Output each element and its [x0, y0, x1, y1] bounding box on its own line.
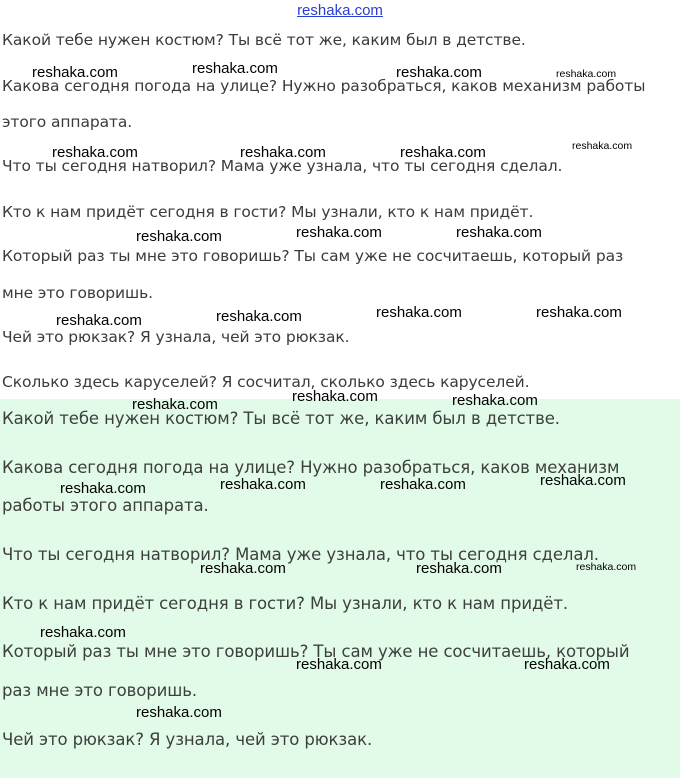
text-line: Кто к нам придёт сегодня в гости? Мы узнали, кто к нам придёт. — [2, 594, 568, 613]
watermark: reshaka.com — [32, 64, 118, 81]
text-line: Который раз ты мне это говоришь? Ты сам уже не сосчитаешь, который — [2, 642, 630, 661]
site-link[interactable]: reshaka.com — [297, 2, 383, 19]
watermark: reshaka.com — [536, 304, 622, 321]
watermark: reshaka.com — [380, 476, 466, 493]
watermark: reshaka.com — [556, 68, 617, 80]
text-line: раз мне это говоришь. — [2, 681, 197, 700]
watermark: reshaka.com — [136, 704, 222, 721]
watermark: reshaka.com — [56, 312, 142, 329]
answer-panel — [0, 399, 680, 778]
text-line: Кто к нам придёт сегодня в гости? Мы узнали, кто к нам придёт. — [2, 203, 534, 221]
watermark: reshaka.com — [540, 472, 626, 489]
watermark: reshaka.com — [452, 392, 538, 409]
watermark: reshaka.com — [192, 60, 278, 77]
text-line: Что ты сегодня натворил? Мама уже узнала, что ты сегодня сделал. — [2, 157, 563, 175]
text-line: Сколько здесь каруселей? Я сосчитал, сколько здесь каруселей. — [2, 373, 530, 391]
watermark: reshaka.com — [572, 140, 633, 152]
watermark: reshaka.com — [216, 308, 302, 325]
watermark: reshaka.com — [524, 656, 610, 673]
text-line: Чей это рюкзак? Я узнала, чей это рюкзак. — [2, 730, 373, 749]
watermark: reshaka.com — [52, 144, 138, 161]
watermark: reshaka.com — [40, 624, 126, 641]
watermark: reshaka.com — [576, 561, 637, 573]
watermark: reshaka.com — [132, 396, 218, 413]
watermark: reshaka.com — [240, 144, 326, 161]
watermark: reshaka.com — [400, 144, 486, 161]
text-line: Какой тебе нужен костюм? Ты всё тот же, каким был в детстве. — [2, 31, 526, 49]
watermark: reshaka.com — [416, 560, 502, 577]
watermark: reshaka.com — [200, 560, 286, 577]
watermark: reshaka.com — [60, 480, 146, 497]
watermark: reshaka.com — [136, 228, 222, 245]
text-line: Который раз ты мне это говоришь? Ты сам уже не сосчитаешь, который раз — [2, 247, 624, 265]
watermark: reshaka.com — [456, 224, 542, 241]
text-line: Какой тебе нужен костюм? Ты всё тот же, каким был в детстве. — [2, 409, 560, 428]
text-line: Какова сегодня погода на улице? Нужно разобраться, каков механизм — [2, 458, 620, 477]
watermark: reshaka.com — [296, 224, 382, 241]
watermark: reshaka.com — [376, 304, 462, 321]
text-line: мне это говоришь. — [2, 284, 153, 302]
text-line: работы этого аппарата. — [2, 496, 209, 515]
watermark: reshaka.com — [296, 656, 382, 673]
text-line: этого аппарата. — [2, 113, 133, 131]
text-line: Что ты сегодня натворил? Мама уже узнала, что ты сегодня сделал. — [2, 545, 599, 564]
text-line: Какова сегодня погода на улице? Нужно разобраться, каков механизм работы — [2, 77, 646, 95]
watermark: reshaka.com — [396, 64, 482, 81]
watermark: reshaka.com — [220, 476, 306, 493]
text-line: Чей это рюкзак? Я узнала, чей это рюкзак. — [2, 328, 350, 346]
watermark: reshaka.com — [292, 388, 378, 405]
